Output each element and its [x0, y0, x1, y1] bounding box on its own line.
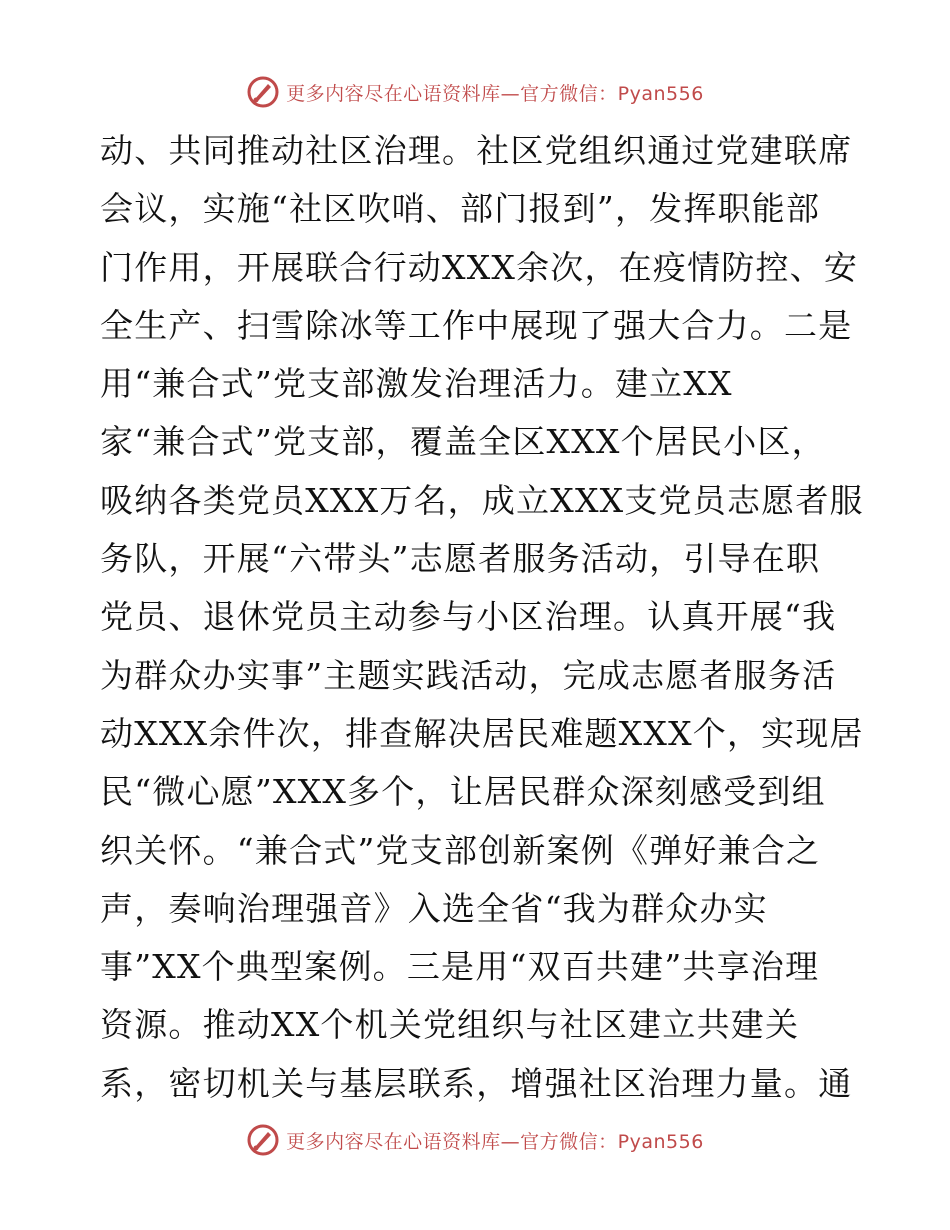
- text-line: 吸纳各类党员XXX万名，成立XXX支党员志愿者服: [100, 480, 864, 520]
- text-line: 资源。推动XX个机关党组织与社区建立共建关: [100, 1005, 800, 1045]
- header-watermark-text: 更多内容尽在心语资料库—官方微信：Pyan556: [286, 82, 704, 105]
- footer-watermark-text: 更多内容尽在心语资料库—官方微信：Pyan556: [286, 1130, 704, 1153]
- text-line: 为群众办实事”主题实践活动，完成志愿者服务活: [100, 655, 837, 695]
- footer-watermark: [0, 1120, 950, 1160]
- text-line: 门作用，开展联合行动XXX余次，在疫情防控、安: [100, 247, 859, 287]
- text-line: 用“兼合式”党支部激发治理活力。建立XX: [100, 364, 733, 404]
- text-line: 动、共同推动社区治理。社区党组织通过党建联席: [100, 131, 853, 170]
- text-line: 党员、退休党员主动参与小区治理。认真开展“我: [100, 597, 837, 637]
- header-watermark: [0, 72, 950, 112]
- text-line: 全生产、扫雪除冰等工作中展现了强大合力。二是: [100, 305, 853, 345]
- text-line: 声，奏响治理强音》入选全省“我为群众办实: [100, 888, 768, 928]
- text-line: 系，密切机关与基层联系，增强社区治理力量。通: [100, 1063, 853, 1103]
- text-line: 动XXX余件次，排查解决居民难题XXX个，实现居: [100, 713, 864, 753]
- text-line: 会议，实施“社区吹哨、部门报到”，发挥职能部: [100, 189, 821, 229]
- text-line: 务队，开展“六带头”志愿者服务活动，引导在职: [100, 539, 821, 579]
- text-line: 民“微心愿”XXX多个，让居民群众深刻感受到组: [100, 772, 826, 812]
- text-line: 事”XX个典型案例。三是用“双百共建”共享治理: [100, 947, 820, 987]
- document-body: [100, 122, 864, 1113]
- text-line: 织关怀。“兼合式”党支部创新案例《弹好兼合之: [100, 830, 821, 870]
- brush-circle-logo-icon: [246, 1123, 280, 1157]
- text-line: 家“兼合式”党支部，覆盖全区XXX个居民小区，: [100, 422, 826, 462]
- brush-circle-logo-icon: [246, 75, 280, 109]
